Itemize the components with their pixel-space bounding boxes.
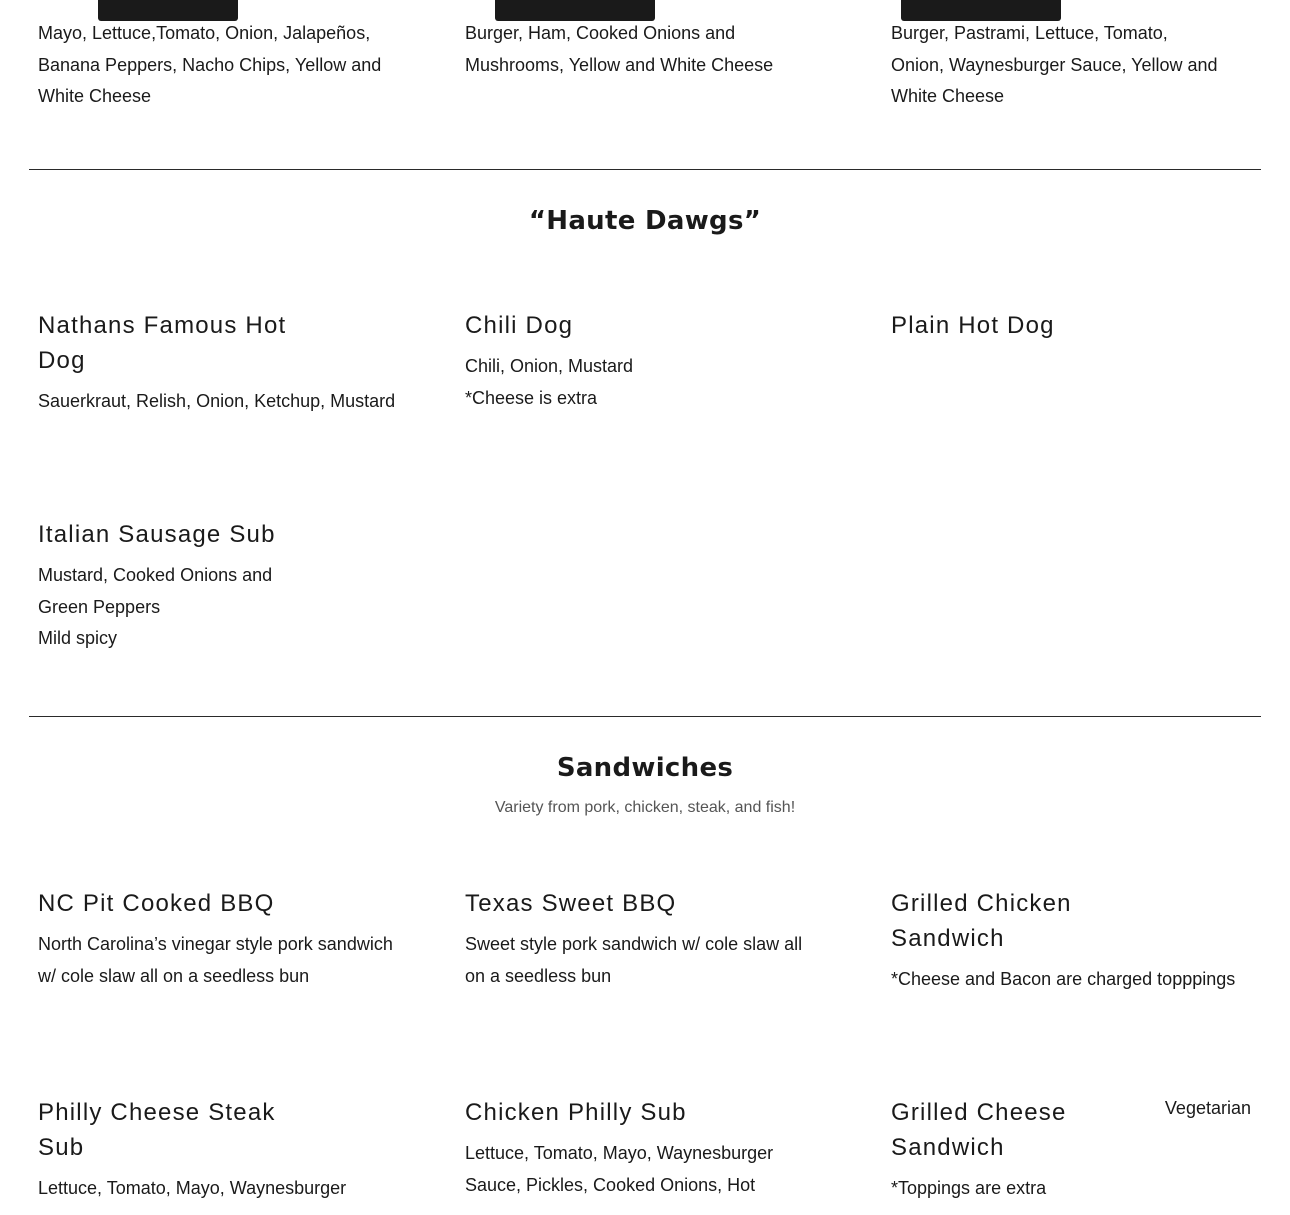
item-description: Burger, Pastrami, Lettuce, Tomato, Onion, Waynesburger Sauce, Yellow and White Cheese bbox=[891, 23, 1218, 106]
item-description: Mustard, Cooked Onions and Green Peppers Mild spicy bbox=[38, 565, 273, 648]
item-description: Sweet style pork sandwich w/ cole slaw all on a seedless bun bbox=[465, 934, 803, 986]
item-description: Mayo, Lettuce,Tomato, Onion, Jalapeños, Banana Peppers, Nacho Chips, Yellow and White Cheese bbox=[38, 23, 382, 106]
menu-item-plain-hot-dog bbox=[891, 308, 1271, 343]
cut-off-item-title bbox=[98, 0, 238, 21]
menu-item-texas-sweet-bbq bbox=[465, 886, 865, 992]
cut-off-item-title bbox=[901, 0, 1061, 21]
menu-item-philly-cheese-steak-sub bbox=[38, 1095, 418, 1205]
section-subtitle: Variety from pork, chicken, steak, and fish! bbox=[494, 799, 796, 816]
vegetarian-tag: Vegetarian bbox=[1164, 1098, 1251, 1118]
item-name: Chili Dog bbox=[465, 312, 574, 339]
menu-item-top-1 bbox=[38, 18, 418, 113]
item-name: Grilled Chicken Sandwich bbox=[891, 890, 1072, 952]
item-description: *Cheese and Bacon are charged topppings bbox=[891, 969, 1236, 989]
menu-item-top-3 bbox=[891, 18, 1271, 113]
section-title-sandwiches: Sandwiches bbox=[556, 753, 734, 783]
menu-item-grilled-cheese-sandwich bbox=[891, 1095, 1251, 1205]
section-divider bbox=[29, 716, 1261, 717]
item-description: Burger, Ham, Cooked Onions and Mushrooms, Yellow and White Cheese bbox=[465, 23, 774, 75]
item-name: Grilled Cheese Sandwich bbox=[891, 1099, 1067, 1161]
menu-item-nathans-hot-dog bbox=[38, 308, 438, 418]
item-description: Chili, Onion, Mustard *Cheese is extra bbox=[465, 356, 634, 408]
menu-item-chili-dog bbox=[465, 308, 845, 414]
menu-item-nc-pit-cooked-bbq bbox=[38, 886, 438, 992]
cut-off-item-title bbox=[495, 0, 655, 21]
item-name: NC Pit Cooked BBQ bbox=[38, 890, 275, 917]
item-description: North Carolina’s vinegar style pork sandwich w/ cole slaw all on a seedless bun bbox=[38, 934, 393, 986]
item-name: Chicken Philly Sub bbox=[465, 1099, 687, 1126]
item-name: Texas Sweet BBQ bbox=[465, 890, 677, 917]
item-name: Plain Hot Dog bbox=[891, 312, 1055, 339]
section-divider bbox=[29, 169, 1261, 170]
item-description: Lettuce, Tomato, Mayo, Waynesburger Sauce, Pickles, Cooked Onions, Hot bbox=[465, 1143, 774, 1195]
item-description: *Toppings are extra bbox=[891, 1178, 1047, 1198]
menu-item-top-2 bbox=[465, 18, 845, 81]
menu-item-chicken-philly-sub bbox=[465, 1095, 845, 1201]
section-title-haute-dawgs: “Haute Dawgs” bbox=[528, 206, 762, 236]
item-name: Philly Cheese Steak Sub bbox=[38, 1099, 276, 1161]
item-name: Nathans Famous Hot Dog bbox=[38, 312, 287, 374]
item-description: Lettuce, Tomato, Mayo, Waynesburger bbox=[38, 1178, 347, 1198]
menu-item-grilled-chicken-sandwich bbox=[891, 886, 1271, 996]
menu-item-italian-sausage-sub bbox=[38, 517, 418, 655]
item-name: Italian Sausage Sub bbox=[38, 521, 276, 548]
item-description: Sauerkraut, Relish, Onion, Ketchup, Mustard bbox=[38, 391, 396, 411]
